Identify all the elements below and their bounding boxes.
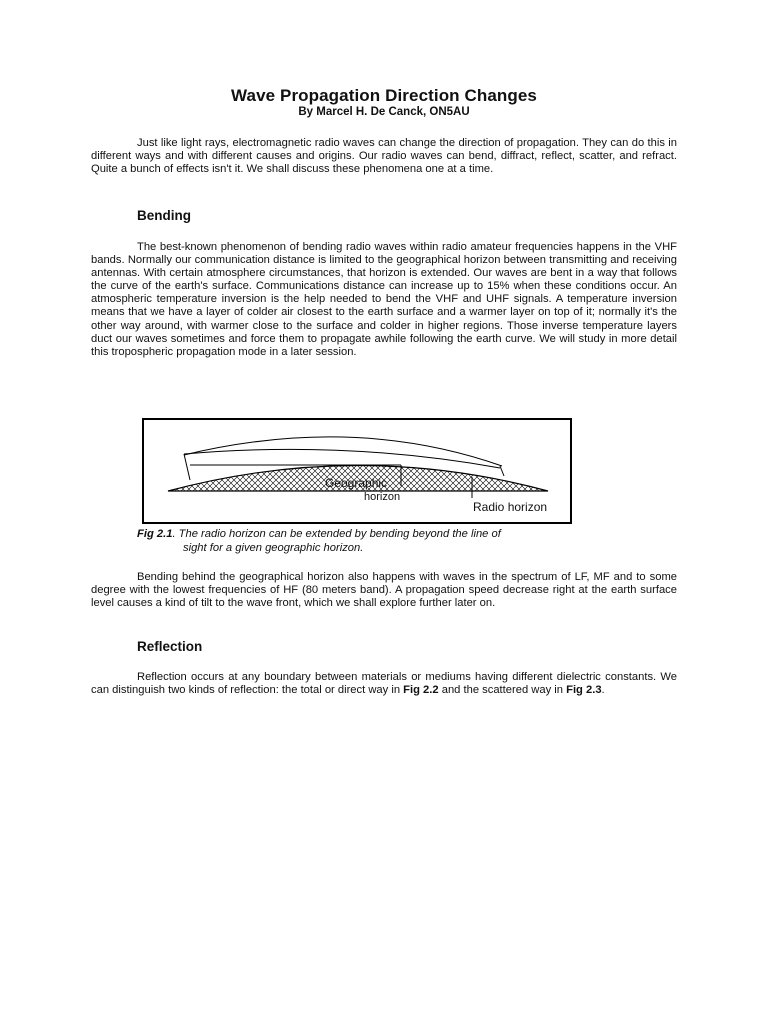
bent-ray-outer <box>184 437 502 466</box>
reflection-text-a: Reflection occurs at any boundary between materials or mediums having different dielectric constants. We can distinguish two kinds of reflection: the total or direct way in <box>91 671 677 697</box>
figure-ref-2-2: Fig 2.2 <box>403 684 439 697</box>
document-title: Wave Propagation Direction Changes <box>231 86 537 105</box>
label-radio-horizon: Radio horizon <box>473 500 548 514</box>
caption-text-line1: . The radio horizon can be extended by bending beyond the line of <box>172 528 501 540</box>
reflection-text-b: and the scattered way in <box>438 684 567 697</box>
label-geographic: Geographic <box>325 476 388 490</box>
right-antenna <box>500 466 504 476</box>
figure-ref-2-3: Fig 2.3 <box>566 684 602 697</box>
caption-text-line2: sight for a given geographic horizon. <box>183 541 364 554</box>
bending-paragraph-1: The best-known phenomenon of bending radio waves within radio amateur frequencies happens in the VHF bands. Normally our communication distance is limited to the geographical horizon between transmitting and receiving antennas. With certain atmosphere circumstances, that horizon is extended. Our waves are bent in a way that follows the curve of the earth's surface. Communications distance can increase up to 15% when these conditions occur. An atmospheric temperature inversion is the help needed to bend the VHF and UHF signals. A temperature inversion means that we have a layer of colder air closest to the earth surface and a warmer layer on top of it; normally it's the other way around, with warmer close to the surface and colder in higher regions. Those inverse temperature layers duct our waves sometimes and force them to propagate awhile following the earth curve. We will study in more detail this tropospheric propagation mode in a later session. <box>91 241 677 358</box>
left-antenna <box>184 454 190 480</box>
section-heading-bending: Bending <box>137 208 191 223</box>
figure-2-1 <box>142 418 572 524</box>
section-heading-reflection: Reflection <box>137 639 203 654</box>
reflection-text-c: . <box>601 684 605 697</box>
caption-number: Fig 2.1 <box>137 528 173 540</box>
author-byline: By Marcel H. De Canck, ON5AU <box>298 106 470 118</box>
intro-paragraph: Just like light rays, electromagnetic radio waves can change the direction of propagation. They can do this in different ways and with different causes and origins. Our radio waves can bend, diffract, reflect, scatter, and refract. Quite a bunch of effects isn't it. We shall discuss these phenomena one at a time. <box>91 137 677 176</box>
label-horizon: horizon <box>364 491 401 503</box>
bending-paragraph-2: Bending behind the geographical horizon also happens with waves in the spectrum of LF, MF and to some degree with the lowest frequencies of HF (80 meters band). A propagation speed decrease right at the earth surface level causes a kind of tilt to the wave front, which we shall explore further later on. <box>91 571 677 610</box>
reflection-paragraph <box>91 671 677 697</box>
figure-caption <box>137 528 577 555</box>
